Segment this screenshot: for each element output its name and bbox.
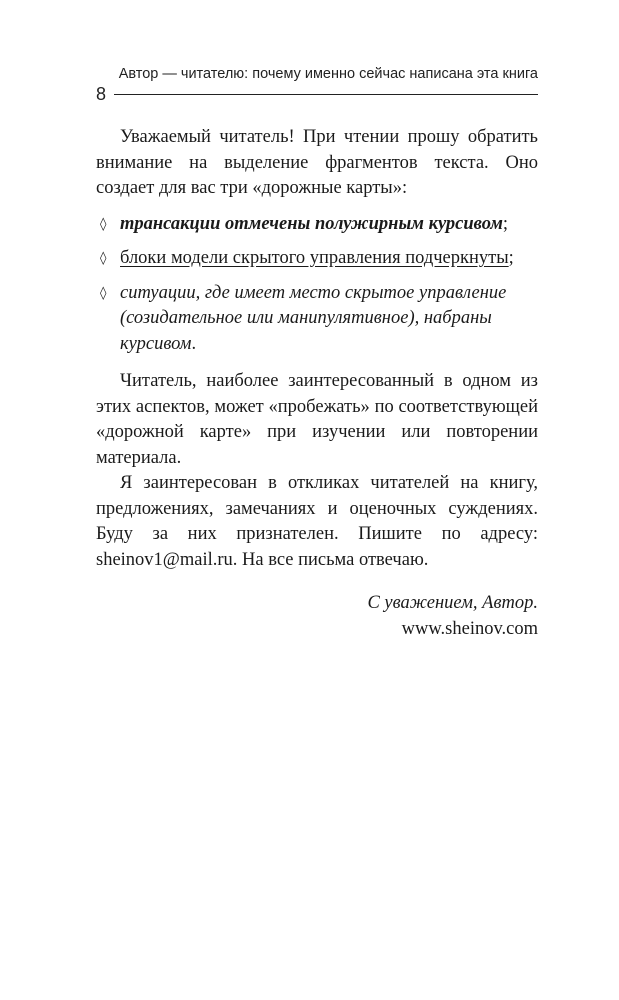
diamond-bullet-icon: ◊ [100,285,107,301]
reader-paragraph: Читатель, наиболее заинтересованный в одном из этих аспектов, может «пробежать» по соответствующей «дорожной карте» при изучении или повторении материала. [96,371,538,468]
page-number: 8 [96,84,107,104]
roadmap-list [96,212,538,358]
list-item [96,212,538,238]
list-item-punctuation: . [191,333,197,354]
diamond-bullet-icon: ◊ [100,216,107,232]
intro-paragraph: Уважаемый читатель! При чтении прошу обратить внимание на выделение фрагментов текста. Оно создает для вас три «дорожные карты»: [96,127,538,198]
running-header-title: Автор — читателю: почему именно сейчас написана эта книга [118,66,538,82]
list-item [96,246,538,272]
running-header [96,62,538,102]
feedback-paragraph: Я заинтересован в откликах читателей на книгу, предложениях, замечаниях и оценочных суждениях. Буду за них признателен. Пишите по адресу: sheinov1@mail.ru. На все письма отвечаю. [96,473,538,570]
list-item [96,281,538,358]
roadmap-transactions: трансакции отмечены полужирным курсивом [120,213,503,234]
author-website: www.sheinov.com [401,618,538,639]
roadmap-situations: ситуации, где имеет место скрытое управление (созидательное или манипулятивное), набраны курсивом [120,282,507,354]
list-item-punctuation: ; [502,213,509,234]
list-item-punctuation: ; [508,248,514,268]
roadmap-model-blocks: блоки модели скрытого управления подчеркнуты [120,248,509,268]
header-rule [114,94,538,95]
signature [96,591,538,642]
diamond-bullet-icon: ◊ [100,251,107,266]
signature-closing: С уважением, Автор. [367,593,538,613]
body-text [96,125,538,642]
